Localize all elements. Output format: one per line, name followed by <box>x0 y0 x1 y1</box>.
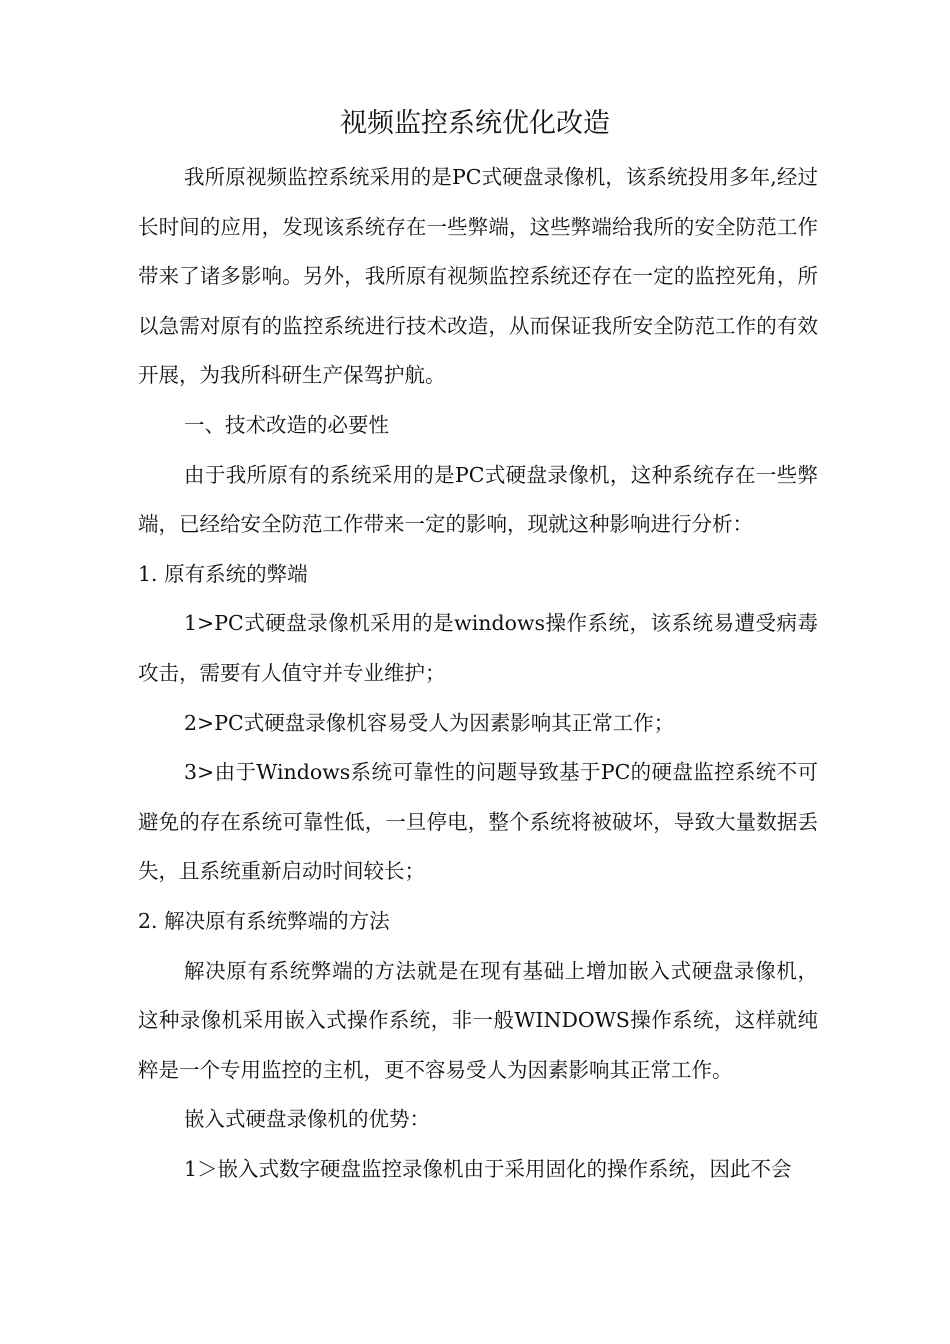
section-heading-necessity: 一、技术改造的必要性 <box>184 412 389 437</box>
paragraph-solution: 解决原有系统弊端的方法就是在现有基础上增加嵌入式硬盘录像机，这种录像机采用嵌入式操作系统，非一般WINDOWS操作系统，这样就纯粹是一个专用监控的主机，更不容易受人为因素影响其正常工作。 <box>138 958 818 1082</box>
list-item-drawback-2: 2>PC式硬盘录像机容易受人为因素影响其正常工作； <box>184 710 675 735</box>
paragraph-intro: 我所原视频监控系统采用的是PC式硬盘录像机，该系统投用多年,经过长时间的应用，发现该系统存在一些弊端，这些弊端给我所的安全防范工作带来了诸多影响。另外，我所原有视频监控系统还存在一定的监控死角，所以急需对原有的监控系统进行技术改造，从而保证我所安全防范工作的有效开展，为我所科研生产保驾护航。 <box>138 165 818 388</box>
subheading-solution: 2. 解决原有系统弊端的方法 <box>138 908 390 933</box>
list-item-drawback-3: 3>由于Windows系统可靠性的问题导致基于PC的硬盘监控系统不可避免的存在系统可靠性低，一旦停电，整个系统将被破坏，导致大量数据丢失，且系统重新启动时间较长； <box>138 760 818 884</box>
subheading-drawbacks: 1. 原有系统的弊端 <box>138 561 308 586</box>
document-body <box>138 153 818 1194</box>
paragraph-necessity: 由于我所原有的系统采用的是PC式硬盘录像机，这种系统存在一些弊端，已经给安全防范工作带来一定的影响，现就这种影响进行分析： <box>138 462 818 537</box>
list-item-drawback-1: 1>PC式硬盘录像机采用的是windows操作系统，该系统易遭受病毒攻击，需要有人值守并专业维护； <box>138 611 818 685</box>
list-item-advantage-1: 1＞嵌入式数字硬盘监控录像机由于采用固化的操作系统，因此不会 <box>184 1156 792 1181</box>
paragraph-advantages-intro: 嵌入式硬盘录像机的优势： <box>184 1107 430 1132</box>
document-title: 视频监控系统优化改造 <box>340 108 610 139</box>
